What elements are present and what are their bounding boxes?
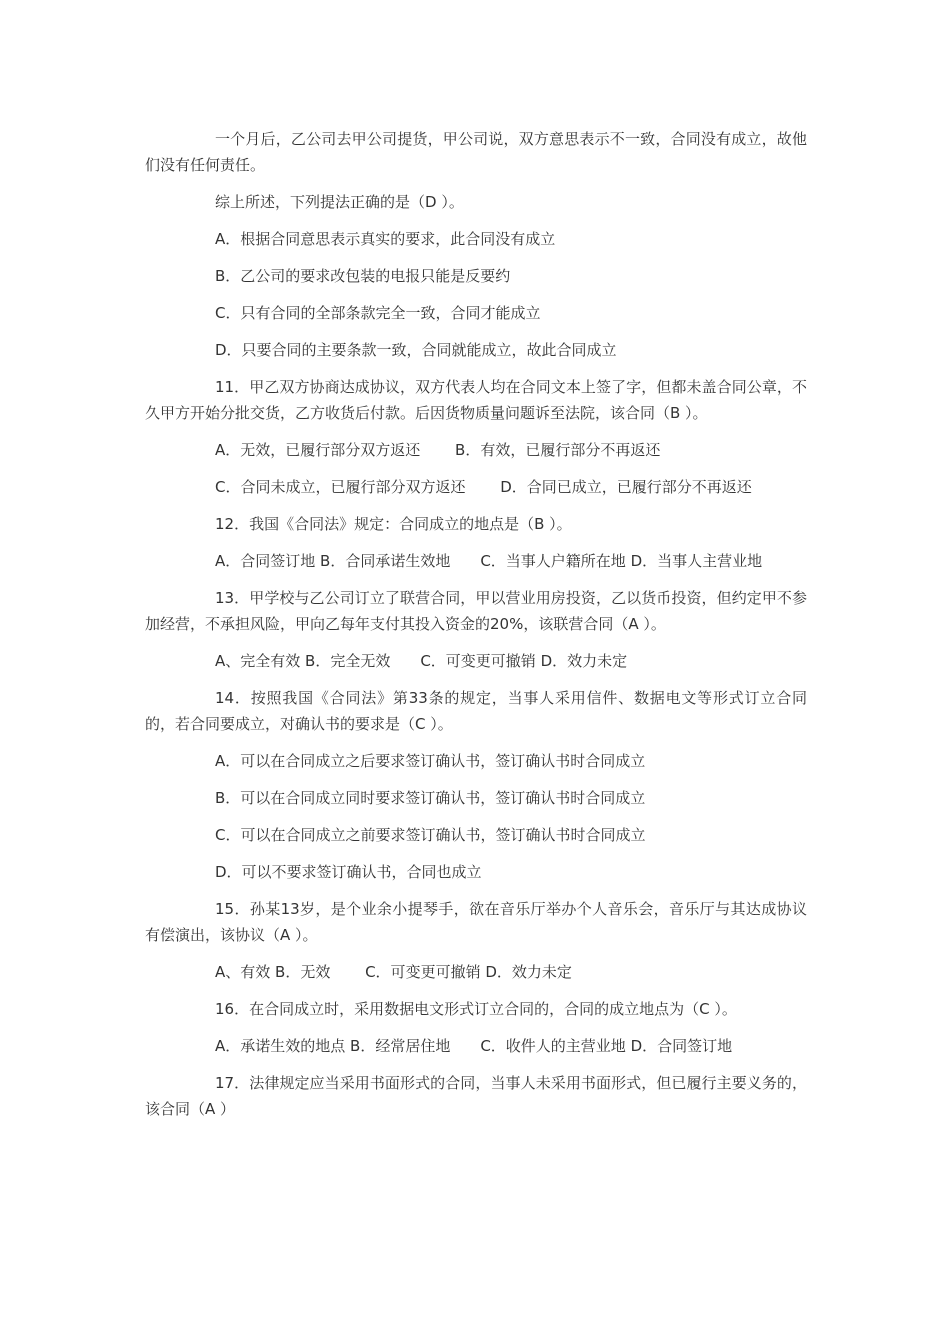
question-16: 16．在合同成立时，采用数据电文形式订立合同的，合同的成立地点为（C ）。 (215, 1000, 737, 1018)
question-13: 13．甲学校与乙公司订立了联营合同，甲以营业用房投资，乙以货币投资，但约定甲不参加经营，不承担风险，甲向乙每年支付其投入资金的20%，该联营合同（A ）。 (145, 589, 807, 633)
option-line: A、完全有效 B．完全无效 C．可变更可撤销 D．效力未定 (215, 652, 628, 670)
question-14: 14．按照我国《合同法》第33条的规定，当事人采用信件、数据电文等形式订立合同的，若合同要成立，对确认书的要求是（C ）。 (145, 689, 807, 733)
option-line: B．可以在合同成立同时要求签订确认书，签订确认书时合同成立 (215, 789, 646, 807)
paragraph: 综上所述，下列提法正确的是（D ）。 (215, 193, 464, 211)
option-line: A、有效 B．无效 C．可变更可撤销 D．效力未定 (215, 963, 572, 981)
option-line: A．合同签订地 B．合同承诺生效地 C．当事人户籍所在地 D．当事人主营业地 (215, 552, 763, 570)
option-line: C．可以在合同成立之前要求签订确认书，签订确认书时合同成立 (215, 826, 646, 844)
option-line: B．乙公司的要求改包装的电报只能是反要约 (215, 267, 511, 285)
option-line: A．承诺生效的地点 B．经常居住地 C．收件人的主营业地 D．合同签订地 (215, 1037, 733, 1055)
option-line: A．无效，已履行部分双方返还 B．有效，已履行部分不再返还 (215, 441, 661, 459)
question-17: 17．法律规定应当采用书面形式的合同，当事人未采用书面形式，但已履行主要义务的，该合同（A ） (145, 1074, 807, 1118)
paragraph: 一个月后，乙公司去甲公司提货，甲公司说，双方意思表示不一致，合同没有成立，故他们没有任何责任。 (145, 130, 807, 174)
question-11: 11．甲乙双方协商达成协议，双方代表人均在合同文本上签了字，但都未盖合同公章，不久甲方开始分批交货，乙方收货后付款。后因货物质量问题诉至法院，该合同（B ）。 (145, 378, 807, 422)
option-line: D．可以不要求签订确认书，合同也成立 (215, 863, 482, 881)
option-line: C．合同未成立，已履行部分双方返还 D．合同已成立，已履行部分不再返还 (215, 478, 752, 496)
question-12: 12．我国《合同法》规定：合同成立的地点是（B ）。 (215, 515, 572, 533)
option-line: C．只有合同的全部条款完全一致，合同才能成立 (215, 304, 541, 322)
option-line: A．根据合同意思表示真实的要求，此合同没有成立 (215, 230, 556, 248)
option-line: D．只要合同的主要条款一致，合同就能成立，故此合同成立 (215, 341, 617, 359)
question-15: 15．孙某13岁，是个业余小提琴手，欲在音乐厅举办个人音乐会，音乐厅与其达成协议有偿演出，该协议（A ）。 (145, 900, 807, 944)
document-body (145, 126, 807, 1133)
option-line: A．可以在合同成立之后要求签订确认书，签订确认书时合同成立 (215, 752, 646, 770)
